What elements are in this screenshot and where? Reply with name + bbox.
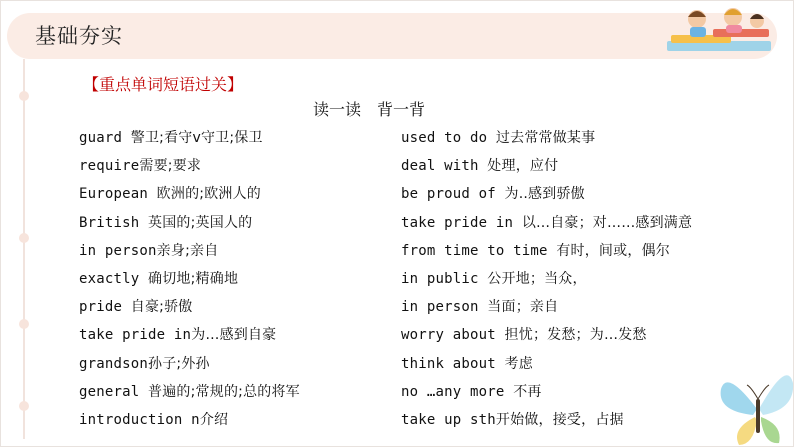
word-list-right — [401, 128, 761, 438]
list-item: be proud of 为..感到骄傲 — [401, 186, 585, 203]
word-list-left — [79, 128, 379, 438]
list-item: European 欧洲的;欧洲人的 — [79, 186, 261, 203]
list-item: deal with 处理，应付 — [401, 158, 559, 175]
list-item: guard 警卫;看守v守卫;保卫 — [79, 130, 263, 146]
list-item: general 普遍的;常规的;总的将军 — [79, 383, 300, 400]
list-item: in person亲身;亲自 — [79, 242, 219, 259]
kids-reading-illustration-icon — [665, 3, 775, 55]
list-item: take pride in为…感到自豪 — [79, 327, 277, 344]
list-item: pride 自豪;骄傲 — [79, 299, 193, 316]
side-decor-dot — [19, 233, 29, 243]
list-item: grandson孙子;外孙 — [79, 355, 210, 372]
list-item: in person 当面；亲自 — [401, 299, 559, 316]
list-item: from time to time 有时，间或，偶尔 — [401, 242, 670, 259]
side-decor-dot — [19, 319, 29, 329]
list-item: exactly 确切地;精确地 — [79, 270, 239, 287]
list-item: introduction n介绍 — [79, 411, 229, 428]
side-decor-line — [23, 59, 25, 439]
list-item: in public 公开地；当众， — [401, 270, 587, 287]
list-item: require需要;要求 — [79, 158, 202, 175]
list-item: worry about 担忧；发愁；为…发愁 — [401, 327, 647, 344]
page-title: 基础夯实 — [35, 24, 123, 48]
side-decor-dot — [19, 401, 29, 411]
list-item: think about 考虑 — [401, 355, 533, 372]
list-item: used to do 过去常常做某事 — [401, 130, 596, 146]
butterfly-illustration-icon — [717, 359, 794, 447]
list-item: no …any more 不再 — [401, 383, 542, 400]
side-decor-dot — [19, 91, 29, 101]
list-item: take pride in 以…自豪；对……感到满意 — [401, 214, 693, 231]
list-item: British 英国的;英国人的 — [79, 214, 253, 231]
section-title: 【重点单词短语过关】 — [83, 75, 244, 94]
section-subtitle: 读一读 背一背 — [313, 100, 426, 119]
list-item: take up sth开始做，接受，占据 — [401, 411, 624, 428]
